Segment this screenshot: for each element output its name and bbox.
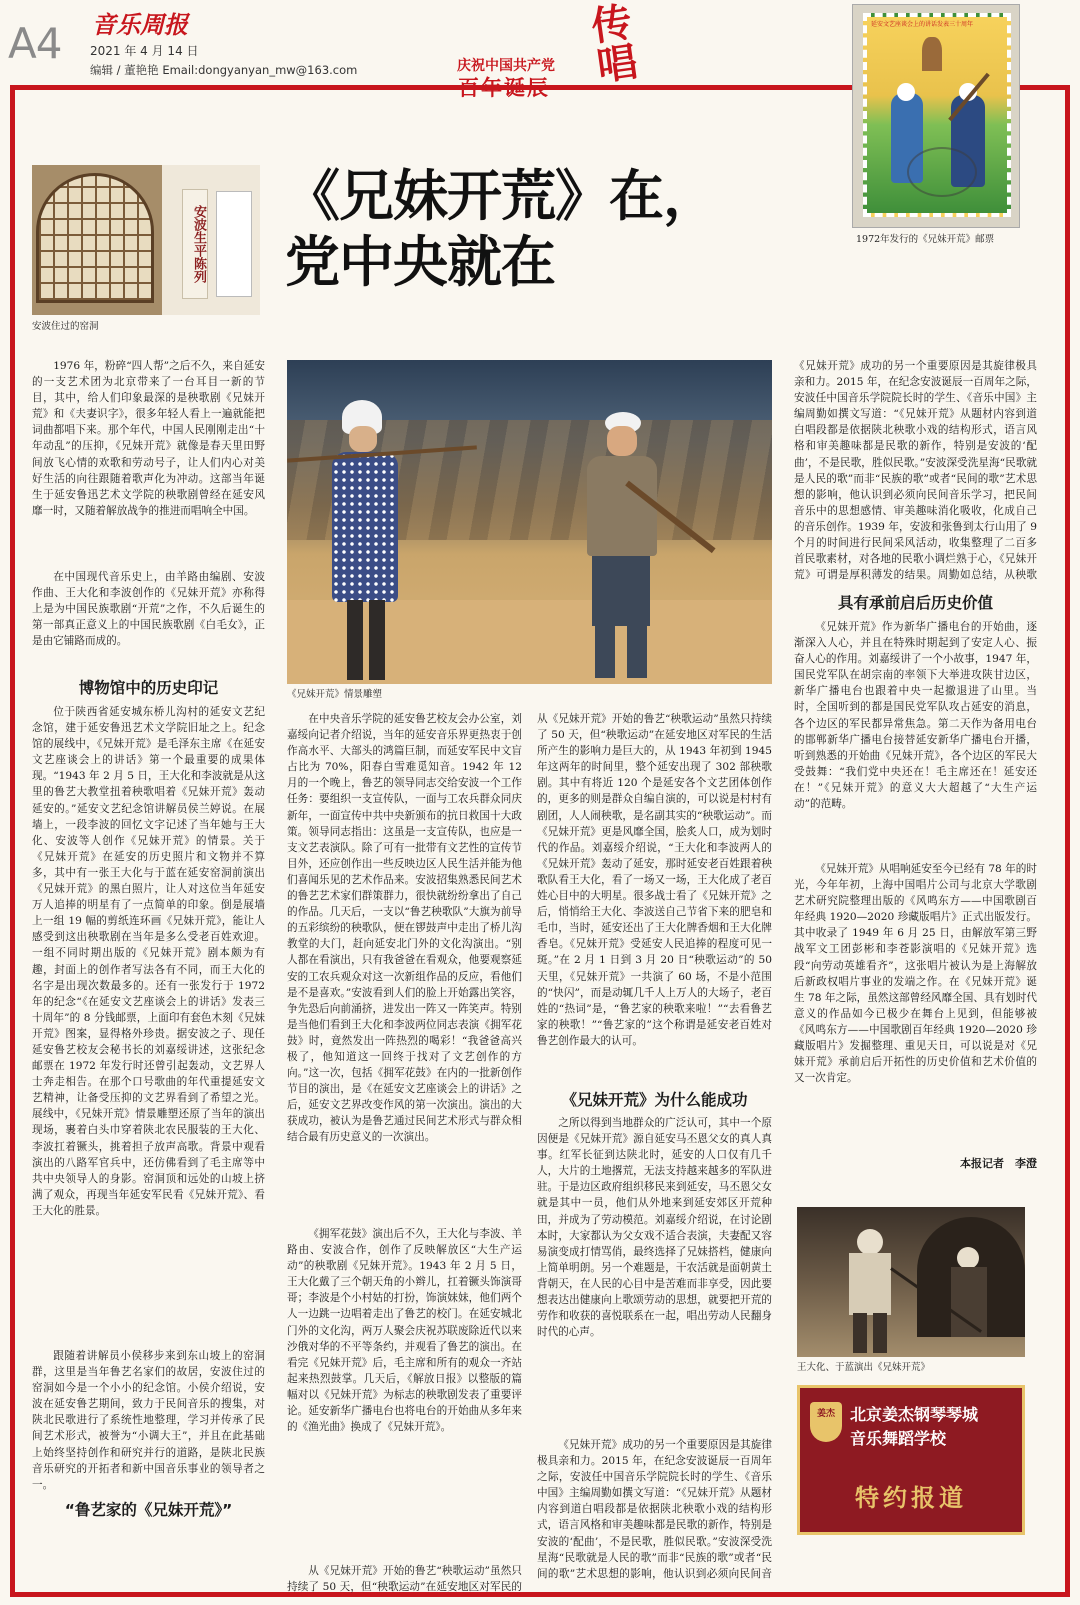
section-title-museum: 博物馆中的历史印记 — [78, 679, 219, 697]
column-3 — [537, 711, 772, 1596]
luyi-paragraph-3: 从《兄妹开荒》开始的鲁艺“秧歌运动”虽然只持续了 50 天，但“秧歌运动”在延安地区对军民的 — [287, 1565, 522, 1594]
column-title-line2: 百年诞辰 — [458, 76, 550, 100]
intro-paragraph-1: 1976 年，粉碎“四人帮”之后不久，来自延安的一支艺术团为北京带来了一台耳目一新的节目，其中，给人们印象最深的是秧歌剧《兄妹开荒》和《夫妻识字》，很多年轻人看上一遍就能把词曲都唱下来。那个年代，中国人民刚刚走出“十年动乱”的压抑，《兄妹开荒》就像是春天里田野间放飞心情的欢歌和劳动号子，让人们内心对美好生活的向往跟随着歌声化为冲动。这部当年诞生于延安鲁迅艺术文学院的秧歌剧曾经在延安风靡一时，又随着解放战争的推进而唱响全中国。 — [32, 360, 265, 517]
luyi-paragraph-1: 在中央音乐学院的延安鲁艺校友会办公室，刘嘉绥向记者介绍说，当年的延安音乐界更热衷于创作高水平、大部头的鸿篇巨制，而延安军民中文盲占比为 70%，阳春白雪难觅知音。1942 年 12 月的一个晚上，鲁艺的领导同志交给安波一个工作任务：要组织一支宣传队，一面与工农兵群众同庆新年，一面宣传中共中央新颁布的抗日救国十大政策。领导同志指出：这虽是一支宣传队，也应是一支文艺表演队。除了可有一批带有文艺性的宣传节目外，还应创作出一些反映边区人民生活并能为他们喜闻乐见的艺术作品来。安波招集熟悉民间艺术的鲁艺艺术家们群策群力，很快就纷纷拿出了自己的作品。几天后，一支以“鲁艺秧歌队”大旗为前导的五彩缤纷的秧歌队，便在锣鼓声中走出了桥儿沟教堂的大门，赶向延安北门外的文化沟演出。“别人都在看演出，只有我爸爸在看观众，他要观察延安的工农兵观众对这一次新组作品的反应，看他们是不是喜欢。”安波看到人们的脸上开始露出笑容，争先恐后向前涌挤，进发出一阵又一阵笑声。特别是当他们看到王大化和李波两位同志表演《拥军花鼓》时，竟然发出一阵热烈的喝彩！“我爸爸高兴极了，他知道这一回终于找对了文艺创作的方向。”这一次，包括《拥军花鼓》在内的一批新创作节目的演出，是《在延安文艺座谈会上的讲话》之后，延安文艺界改变作风的第一次演出。演出的大获成功，被认为是鲁艺通过民间艺术形式与群众相结合最有历史意义的一次演出。 — [287, 713, 522, 1144]
stamp-text: 延安文艺座谈会上的讲话发表三十周年 — [871, 21, 974, 28]
byline: 本报记者 李澄 — [960, 1157, 1037, 1170]
section-title-success: 《兄妹开荒》为什么能成功 — [561, 1091, 748, 1109]
school-ad[interactable] — [797, 1385, 1025, 1535]
column-title-line1: 庆祝中国共产党 — [457, 58, 555, 74]
value-paragraph-1: 《兄妹开荒》作为新华广播电台的开始曲，逐渐深入人心，并且在特殊时期起到了安定人心、振奋人心的作用。刘嘉绥讲了一个小故事，1947 年，国民党军队在胡宗南的率领下大举进攻陕甘边区，新华广播电台也跟着中央一起撤退进了山里。当时，全国听到的都是国民党军队攻占延安的消息，各个边区的军民都异常焦急。第二天作为备用电台的邯郸新华广播电台接替延安新华广播电台开播，听到熟悉的开始曲《兄妹开荒》，各个边区的军民大受鼓舞：“我们党中央还在！毛主席还在！延安还在！”《兄妹开荒》的意义大大超越了“大生产运动”的范畴。 — [794, 621, 1037, 811]
cave-photo — [32, 165, 260, 315]
paper-name: 音乐周报 — [92, 10, 188, 39]
page-number: A4 — [8, 19, 62, 68]
stamp-image — [852, 4, 1020, 228]
school-name-line2: 音乐舞蹈学校 — [850, 1429, 947, 1448]
issue-date: 2021 年 4 月 14 日 — [90, 44, 199, 58]
cave-caption: 安波住过的窑洞 — [32, 321, 99, 332]
school-name-line1: 北京姜杰钢琴琴城 — [850, 1405, 979, 1424]
sculpture-photo — [287, 360, 772, 684]
column-1 — [32, 358, 265, 1598]
sculpture-caption: 《兄妹开荒》情景雕塑 — [287, 689, 383, 700]
column-2-bottom — [287, 1563, 522, 1599]
editor-line: 编辑 / 董艳艳 Email:dongyanyan_mw@163.com — [90, 63, 358, 77]
museum-paragraph-1: 位于陕西省延安城东桥儿沟村的延安文艺纪念馆，建于延安鲁迅艺术文学院旧址之上。纪念馆的展线中，《兄妹开荒》是毛泽东主席《在延安文艺座谈会上的讲话》第一个最重要的成果体现。“1943 年 2 月 5 日，王大化和李波就是从这里的鲁艺大教堂扭着秧歌唱着《兄妹开荒》轰动延安的。”延安文艺纪念馆讲解员侯兰婷说。在展墙上，一段李波的回忆文字记述了当年她与王大化、安波等人创作《兄妹开荒》的情景。关于《兄妹开荒》在延安的历史照片和文物并不算多，其中有一张王大化与于蓝在延安窑洞前演出《兄妹开荒》的黑白照片，让人对这位当年延安万人追捧的明星有了一点简单的印象。倒是展墙上一组 19 幅的剪纸连环画《兄妹开荒》，能让人感受到这出秧歌剧在当年是多么受老百姓欢迎。一组不同时期出版的《兄妹开荒》剧本颇为有趣，封面上的创作者写法各有不同，而王大化的名字是出现次数最多的。还有一张发行于 1972 年的纪念“《在延安文艺座谈会上的讲话》发表三十周年”的 8 分钱邮票，上面印有套色木刻《兄妹开荒》图案，显得格外珍贵。据安波之子、现任延安鲁艺校友会秘书长的刘嘉绥讲述，这张纪念邮票在 1972 年发行时还曾引起轰动，文艺界人士奔走相告。在那个口号歌曲的年代重提延安文艺精神，让备受压抑的文艺界看到了希望之光。展线中，《兄妹开荒》情景雕塑还原了当年的演出现场，裹着白头巾穿着陕北农民服装的王大化、李波扛着镢头，挑着担子放声高歌。背景中观看演出的八路军官兵中，还仿佛看到了毛主席等中共中央领导人的身影。窑洞顶和远处的山坡上挤满了观众，再现当年延安军民看《兄妹开荒》、看王大化的胜景。 — [32, 706, 265, 1217]
performers-photo — [797, 1207, 1025, 1357]
school-logo-icon — [810, 1402, 842, 1442]
headline — [285, 163, 845, 295]
section-title-value: 具有承前启后历史价值 — [837, 594, 993, 612]
success-paragraph-2-cont: 《兄妹开荒》成功的另一个重要原因是其旋律极具亲和力。2015 年，在纪念安波诞辰一百周年之际，安波任中国音乐学院院长时的学生、《音乐中国》主编周勤如撰文写道：“《兄妹开荒》从题材内容到道白唱段都是依据陕北秧歌小戏的结构形式，语言风格和审美趣味都是民歌的新作，特别是安波的‘配曲’，不是民歌，胜似民歌。”安波深受洗星海“民歌就是人民的歌”而非“民族的歌”或者“民间的歌”艺术思想的影响，他认识到必须向民间音乐学习，把民间音乐中的思想感情、审美趣味消化吸收，化成自己的音乐创作。1939 年，安波和张鲁到太行山用了 9 个月的时间进行民间采风活动，收集整理了二百多首民歌素材，对各地的民歌小调烂熟于心，《兄妹开荒》可谓是厚积薄发的结果。周勤如总结，从秧歌 — [794, 360, 1037, 582]
column-big-text: 传唱 — [582, 0, 641, 86]
museum-paragraph-2: 跟随着讲解员小侯移步来到东山坡上的窑洞群，这里是当年鲁艺名家们的故居，安波住过的窑洞如今是一个小小的纪念馆。小侯介绍说，安波在延安鲁艺期间，致力于民间音乐的搜集，对陕北民歌进行了系统性地整理，学习并传承了民间艺术形式，被誉为“小调大王”，并且在此基础上始终坚持创作和研究并行的道路，是陕北民族音乐研究的开拓者和新中国音乐事业的领导者之一。 — [32, 1350, 265, 1491]
value-paragraph-2: 《兄妹开荒》从唱响延安至今已经有 78 年的时光，今年年初，上海中国唱片公司与北京大学歌剧艺术研究院整理出版的《风鸣东方——中国歌剧百年经典 1920—2020 珍藏版唱片》正式出版发行。其中收录了 1949 年 6 月 25 日，由解放军第三野战军文工团彭彬和李苍影演唱的《兄妹开荒》选段“向劳动英雄看齐”，这张唱片被认为是上海解放后新政权唱片事业的发端之作。在《兄妹开荒》诞生 78 年之际，虽然这部曾经风靡全国、具有划时代意义的作品如今已极少在舞台上见到，但能够被《风鸣东方——中国歌剧百年经典 1920—2020 珍藏版唱片》发掘整理、重见天日，可以说是对《兄妹开荒》承前启后开拓性的历史价值和艺术价值的又一次肯定。 — [794, 863, 1037, 1085]
cave-sign — [182, 189, 208, 299]
school-logo-text: 姜杰 — [816, 1409, 835, 1419]
stamp-caption: 1972年发行的《兄妹开荒》邮票 — [856, 234, 995, 245]
success-paragraph-2: 《兄妹开荒》成功的另一个重要原因是其旋律极具亲和力。2015 年，在纪念安波诞辰一百周年之际，安波任中国音乐学院院长时的学生、《音乐中国》主编周勤如撰文写道：“《兄妹开荒》从题材内容到道白唱段都是依据陕北秧歌小戏的结构形式，语言风格和审美趣味都是民歌的新作，特别是安波的‘配曲’，不是民歌，胜似民歌。”安波深受洗星海“民歌就是人民的歌”而非“民族的歌”或者“民间的歌”艺术思想的影响，他认识到必须向民间音 — [537, 1439, 772, 1580]
cave-sign-text: 安波生平陈列 — [191, 205, 206, 283]
headline-line2: 党中央就在 — [285, 230, 556, 294]
column-2 — [287, 711, 522, 1596]
success-paragraph-1: 之所以得到当地群众的广泛认可，其中一个原因便是《兄妹开荒》源自延安马丕恩父女的真人真事。红军长征到达陕北时，延安的人口仅有几千人，大片的土地撂荒，无法支持越来越多的军队进驻。于是边区政府组织移民来到延安，马丕恩父女就是其中一员，他们从外地来到延安郊区开荒种田，并成为了劳动模范。刘嘉绥介绍说，在讨论剧本时，大家都认为父女戏不适合表演，夫妻配又容易演变成打情骂俏，最终选择了兄妹搭档，健康向上简单明朗。另一个难题是，干农活就是面朝黄土背朝天，在人民的心目中是苦难而非享受，因此要想表达出健康向上歌颂劳动的思想，就要把开荒的劳作和收获的喜悦联系在一起，唱出劳动人民翻身时代的心声。 — [537, 1117, 772, 1339]
special-report-tag: 特约报道 — [855, 1484, 967, 1512]
intro-paragraph-2: 在中国现代音乐史上，由羊路由编剧、安波作曲、王大化和李波创作的《兄妹开荒》亦称得上是为中国民族歌剧“开荒”之作，不久后诞生的第一部真正意义上的中国民族歌剧《白毛女》，正是由它铺路而成的。 — [32, 571, 265, 648]
column-4 — [794, 358, 1037, 1198]
luyi-paragraph-2: 《拥军花鼓》演出后不久，王大化与李波、羊路由、安波合作，创作了反映解放区“大生产运动”的秧歌剧《兄妹开荒》。1943 年 2 月 5 日，王大化戴了三个朝天角的小辫儿，扛着镢头饰演哥哥；李波是个小村姑的打扮，饰演妹妹，他们两个人一边跳一边唱着走出了鲁艺的校门。在延安城北门外的文化沟，两万人聚会庆祝苏联废除近代以来沙俄对华的不平等条约，并观看了鲁艺的演出。在看完《兄妹开荒》后，毛主席和所有的观众一齐站起来热烈鼓掌。几天后，《解放日报》以整版的篇幅对以《兄妹开荒》为标志的秧歌剧发表了重要评论。延安新华广播电台也将电台的开始曲从多年来的《渔光曲》换成了《兄妹开荒》。 — [287, 1228, 522, 1434]
performers-caption: 王大化、于蓝演出《兄妹开荒》 — [797, 1362, 931, 1373]
section-title-luyi: “鲁艺家的《兄妹开荒》” — [64, 1501, 233, 1519]
headline-line1: 《兄妹开荒》在， — [285, 164, 718, 228]
luyi-paragraph-3-cont: 从《兄妹开荒》开始的鲁艺“秧歌运动”虽然只持续了 50 天，但“秧歌运动”在延安地区对军民的生活所产生的影响力是巨大的，从 1943 年初到 1945 年这两年的时间里，整个延安出现了 302 部秧歌剧。其中有将近 120 个是延安各个文艺团体创作的，更多的则是群众自编自演的，可以说是村村有剧团，人人闹秧歌，是名副其实的“秧歌运动”。而《兄妹开荒》更是风靡全国，脍炙人口，成为划时代的作品。刘嘉绥介绍说，“王大化和李波两人的《兄妹开荒》轰动了延安，那时延安老百姓跟着秧歌队看王大化，看了一场又一场，王大化成了老百姓心目中的大明星。很多战士看了《兄妹开荒》之后，悄悄给王大化、李波送自己节省下来的肥皂和毛巾，当时，延安还出了王大化牌香烟和王大化牌香皂。《兄妹开荒》受延安人民追捧的程度可见一斑。”在 2 月 1 日到 3 月 20 日“秧歌运动”的 50 天里，《兄妹开荒》一共演了 60 场，不是小范围的“快闪”，而是动辄几千人上万人的大场子，老百姓的“热词”是，“鲁艺家的秧歌来啦！”“去看鲁艺家的秧歌！”“鲁艺家的”这个称谓是延安老百姓对鲁艺创作最大的认可。 — [537, 713, 772, 1047]
